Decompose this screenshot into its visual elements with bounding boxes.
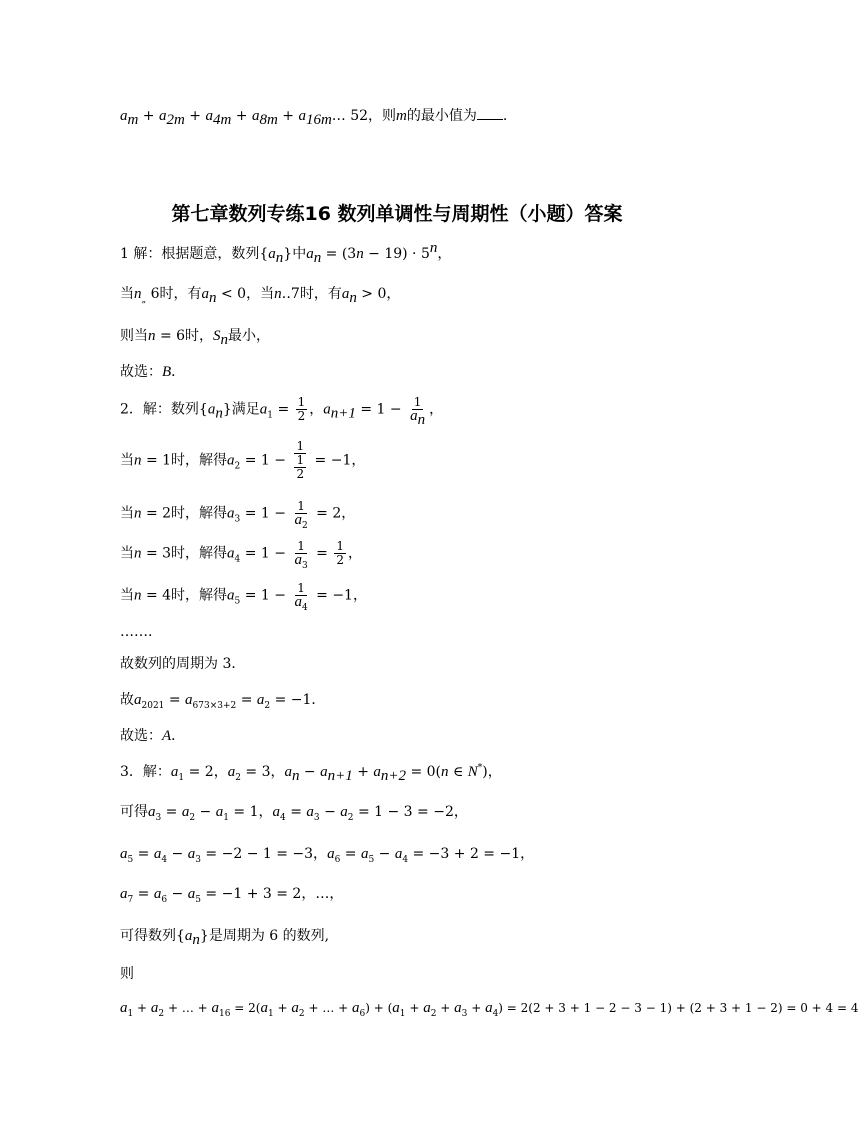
prev-problem-tail: $a_m + a_{2m} + a_{4m} + a_{8m}$ + $a_{16m}\dots$ 52，则m的最小值为 . xyxy=(120,108,508,128)
s2-line-4: 当n = 3时，解得$a_4 = 1$ − $\frac{1}{a_3}$ = $\frac{1}{2}$ ， xyxy=(120,539,362,571)
s1-line-4: 故选：B． xyxy=(120,364,186,380)
s2-line-therefore: 故$a_{2021} = a_{673\times 3+2} = a_2 = -1$． xyxy=(120,692,326,711)
s3-line-1: 3．解：$a_1 = 2$，$a_2 = 3$，$a_n - a_{n+1} + a_{n+2} = 0(n$ ∈ N*)， xyxy=(120,763,502,784)
s2-line-5: 当n = 4时，解得$a_5 = 1$ − $\frac{1}{a_4}$ = −1， xyxy=(120,581,367,613)
s3-line-2: 可得$a_3 = a_2 - a_1 = 1$，$a_4 = a_3 - a_2 = 1 - 3 = -2$， xyxy=(120,804,468,823)
s2-line-2: 当n = 1时，解得$a_2 = 1$ − 1 1 2 = −1， xyxy=(120,439,366,481)
s3-line-7: $a_1 + a_2$ + … + $a_{16} = 2(a_1 + a_2$ + … + $a_6) + (a_1 + a_2 + a_3 + a_4) = 2(2 + 3 + 1 - 2 - 3 - 1) + (2 + 3 + 1 - 2) = 0 + 4 = 4$ xyxy=(120,1000,858,1019)
s1-line-3: 则当n = 6时，$S_n$最小， xyxy=(120,328,271,348)
s3-line-4: $a_7 = a_6 - a_5 = -1 + 3 = 2$，…， xyxy=(120,886,344,905)
s1-line-2: 当$n_„$ 6时，有$a_n < 0$，当n‥7时，有$a_n > 0$， xyxy=(120,286,401,306)
s2-line-dots: ……. xyxy=(120,624,153,640)
s2-line-period: 故数列的周期为 3． xyxy=(120,656,246,672)
s2-line-choose: 故选：A． xyxy=(120,728,186,744)
s3-line-3: $a_5 = a_4 - a_3 = -2 - 1 = -3$，$a_6 = a_5 - a_4 = -3 + 2 = -1$， xyxy=(120,846,535,865)
s3-line-5: 可得数列$\{a_n\}$是周期为 6 的数列, xyxy=(120,928,330,948)
page-title: 第七章数列专练16 数列单调性与周期性（小题）答案 xyxy=(171,203,623,225)
answer-blank xyxy=(477,107,503,120)
s2-line-1: 2．解：数列$\{a_n\}$满足$a_1$ = $\frac{1}{2}$ ，$a_{n+1} = 1$ − $\frac{1}{a_n}$ ， xyxy=(120,395,444,428)
s3-line-6: 则 xyxy=(120,966,134,982)
s2-line-3: 当n = 2时，解得$a_3 = 1$ − $\frac{1}{a_2}$ = 2， xyxy=(120,499,356,531)
s1-line-1: 1 解：根据题意，数列$\{a_n\}$中$a_n = (3n - 19) \cdot 5^n$， xyxy=(120,240,452,266)
